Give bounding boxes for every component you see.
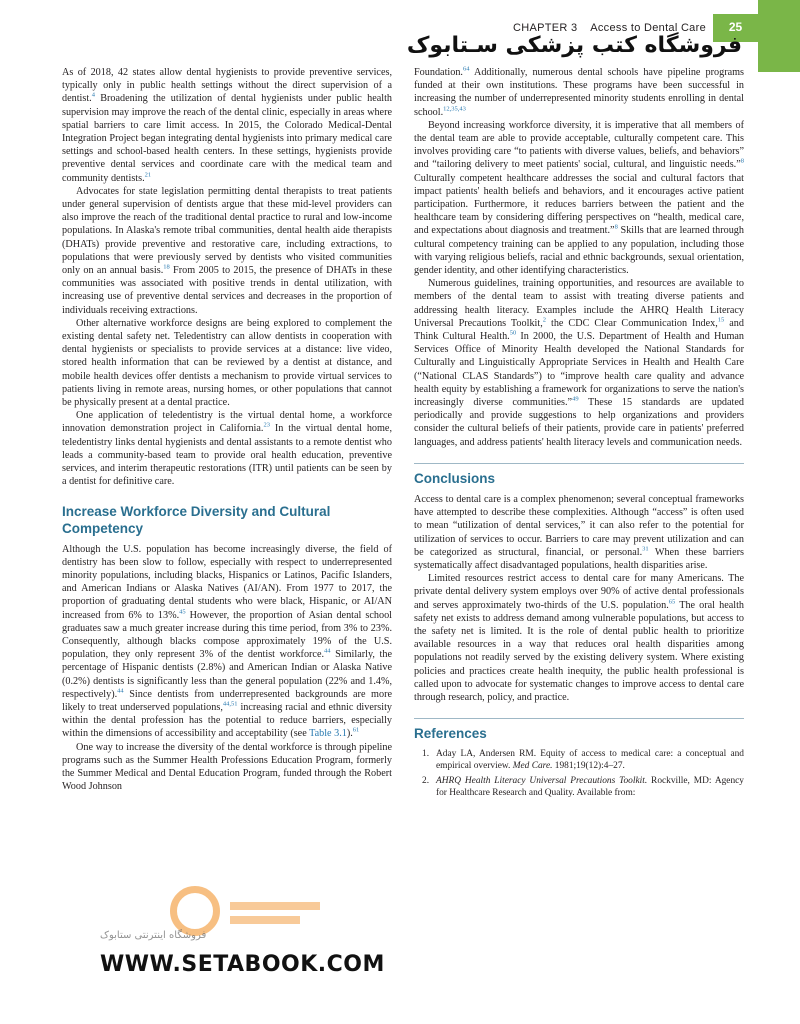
paragraph: Other alternative workforce designs are being explored to complement the existing dental safety net. Teledentistry can allow dentists in cooperation with dental hygienists or specialists to provide services at a distance: live video, stored health information that can be reviewed by a dentist at distance, and mobile health devices offer dentists a mechanism to provide virtual services to patients living in remote areas, nursing homes, or other populations that cannot be physically present at a dental practice. — [62, 317, 392, 409]
section-heading-references: References — [414, 718, 744, 742]
reference-item: 2. AHRQ Health Literacy Universal Precautions Toolkit. Rockville, MD: Agency for Healthcare Research and Quality. Available from: — [422, 776, 744, 799]
watermark-url: WWW.SETABOOK.COM — [100, 952, 385, 977]
watermark-ring — [170, 886, 220, 936]
left-column — [62, 66, 392, 793]
paragraph: One application of teledentistry is the virtual dental home, a workforce innovation demonstration project in California.$^{23}$ In the virtual dental home, teledentistry links dental hygienists and dental assistants to a remote dentist who leads a community-based team to provide oral health education, preventive services, and interim therapeutic restorations (ITR) until patients can be seen by a dentist for definitive care. — [62, 410, 392, 488]
paragraph: Advocates for state legislation permitting dental therapists to treat patients under general supervision of dentists argue that these mid-level providers can also improve the reach of the traditional dental practice to rural and low-income populations. In Alaska's remote tribal communities, dental health aide therapists (DHATs) provide preventive and restorative care, including extractions, to populations that were previously served by dentists who visited communities only on an annual basis.$^{18}$ From 2005 to 2015, the presence of DHATs in these communities was associated with positive trends in dental utilization, with increasing use of preventive dental services and decreases in the proportion of individuals receiving extractions. — [62, 185, 392, 316]
table-link[interactable]: Table 3.1 — [309, 728, 347, 740]
paragraph: Limited resources restrict access to dental care for many Americans. The private dental delivery system employs over 90% of active dental professionals and serves approximately two-thirds of the U.S. population.$^{65}$ The oral health safety net exists to address demand among vulnerable populations, but access to the safety net is limited. It is the role of dental public health to prioritize available resources in a way that reduces oral health disparities among populations not readily served by the existing delivery system. Where existing policies and practices create health inequity, the public health professional is called upon to advocate for systematic changes to improve access to dental care through research, policy, and practice. — [414, 573, 744, 703]
paragraph: Numerous guidelines, training opportunities, and resources are available to members of the dental team to assist with treating diverse patients and addressing health literacy. Examples include the AHRQ Health Literacy Universal Precautions Toolkit,$^2$ the CDC Clear Communication Index,$^{15}$ and Think Cultural Health.$^{50}$ In 2000, the U.S. Department of Health and Human Services Office of Minority Health developed the National Standards for Culturally and Linguistically Appropriate Services in Health and Health Care (“National CLAS Standards”) to “improve health care quality and advance health equity by establishing a framework for organizations to serve the nation's increasingly diverse communities.”$^{49}$ These 15 standards are updated periodically and provide suggestions to help organizations and providers consider the cultural beliefs of their patients, provide care in patients' preferred languages, and address patients' health literacy levels and communication needs. — [414, 278, 744, 448]
watermark-bar — [230, 902, 320, 910]
paragraph: As of 2018, 42 states allow dental hygienists to provide preventive services, typically only in public health settings without the direct supervision of a dentist.$^4$ Broadening the utilization of dental hygienists under public health supervision may improve the reach of the dental clinic, especially in areas where spatial barriers to care limit access. In 2015, the Colorado Medical-Dental Integration Project began integrating dental hygienists into primary medical care settings and school-based health centers. In these settings, hygienists provide preventive dental services and coordinate care with the medical team and community dentists.$^{21}$ — [62, 67, 392, 184]
paragraph: Although the U.S. population has become increasingly diverse, the field of dentistry has been slow to follow, especially with respect to underrepresented minority populations, including blacks, Hispanics or Latinos, Pacific Islanders, and American Indians or Alaska Natives (AI/AN). From 1977 to 2017, the proportion of graduating dental students who were black, Hispanic, or AI/AN increased from 6% to 13%.$^{45}$ However, the proportion of Asian dental school graduates saw a much greater increase during this time period, from 3% to 23%. Consequently, although blacks compose approximately 19% of the U.S. population, they only represent 3% of the dentist workforce.$^{44}$ Similarly, the percentage of Hispanic dentists (2.8%) and American Indian or Alaska Native (0.2%) dentists is significantly less than the general population (22% and 1.4%, respectively).$^{44}$ Since dentists from underrepresented backgrounds are more likely to treat underserved populations,$^{44,51}$ increasing racial and ethnic diversity within the dental profession has the potential to reduce barriers, especially within the dimensions of accessibility and acceptability (see Table 3.1).$^{61}$ — [62, 543, 392, 740]
chapter-title: Access to Dental Care — [590, 22, 706, 34]
page-number: 25 — [713, 14, 758, 42]
paragraph: Access to dental care is a complex phenomenon; several conceptual frameworks have attempted to describe these complexities. Although “access” is often used to mean “utilization of dental services,” it can also refer to the potential for utilization of services to occur. Barriers to care may prevent utilization and can be categorized as structural, financial, or personal.$^{31}$ When these barriers systematically affect disadvantaged populations, health disparities arise. — [414, 493, 744, 571]
reference-list — [414, 748, 744, 799]
reference-item: 1. Aday LA, Andersen RM. Equity of access to medical care: a conceptual and empirical overview. Med Care. 1981;19(12):4–27. — [422, 749, 744, 772]
section-heading-conclusions: Conclusions — [414, 463, 744, 487]
chapter-label: CHAPTER 3 — [512, 22, 578, 34]
header-accent-block — [758, 0, 800, 72]
paragraph: Beyond increasing workforce diversity, it is imperative that all members of the dental team are able to provide acceptable, culturally competent care. This involves providing care “to patients with diverse values, beliefs, and behaviors” and “tailoring delivery to meet patients' social, cultural, and linguistic needs.”$^8$ Culturally competent healthcare addresses the social and cultural factors that impact patients' health beliefs and behaviors, and it encourages active patient participation. Furthermore, it reduces barriers between the patient and the healthcare team by considering differing perspectives on “health, medical care, and expectations about diagnosis and treatment.”$^8$ Skills that are learned through cultural competency training can be applied to any population, including those with varying religious beliefs, racial and ethnic backgrounds, sexual orientation, gender identity, and other identifying characteristics. — [414, 119, 744, 277]
store-banner: فروشگاه کتب پزشکی سـتابوک — [406, 33, 742, 58]
paragraph: One way to increase the diversity of the dental workforce is through pipeline programs such as the Summer Health Professions Education Program, formerly the Summer Medical and Dental Education Program, funded through the Robert Wood Johnson — [62, 741, 392, 793]
watermark-bar — [230, 916, 300, 924]
section-heading-diversity: Increase Workforce Diversity and Cultural Competency — [62, 503, 331, 536]
watermark-caption: فروشگاه اینترنتی ستابوک — [100, 930, 207, 941]
paragraph: Foundation.$^{64}$ Additionally, numerous dental schools have pipeline programs funded at their own institutions. These programs have been successful in increasing the number of underrepresented minority students enrolling in dental school.$^{12,35,43}$ — [414, 65, 744, 118]
right-column — [414, 66, 744, 802]
